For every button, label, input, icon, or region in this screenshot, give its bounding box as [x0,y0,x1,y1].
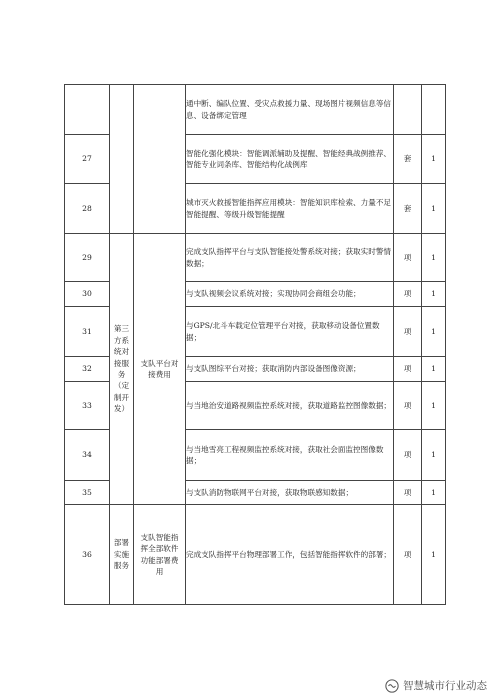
content-cell: 城市灭火救援智能指挥应用模块：智能知识库检索、力量不足智能提醒、等级升级智能提醒 [186,184,394,234]
row-number [65,85,110,135]
content-cell: 与支队视频会议系统对接；实现协同会商组会功能； [186,282,394,307]
unit-cell [394,85,422,135]
item-cell: 支队平台对 接费用 [134,234,186,505]
unit-cell: 项 [394,481,422,505]
unit-cell: 项 [394,430,422,481]
row-number: 28 [65,184,110,234]
content-cell: 完成支队指挥平台物理部署工作，包括智能指挥软件的部署； [186,505,394,605]
qty-cell: 1 [422,382,446,430]
table-row [65,85,446,135]
content-cell: 与GPS/北斗车载定位管理平台对接，获取移动设备位置数据； [186,307,394,357]
watermark-text: 智慧城市行业动态 [403,680,487,692]
row-number: 35 [65,481,110,505]
qty-cell: 1 [422,505,446,605]
row-number: 29 [65,234,110,282]
content-cell: 与当地治安道路视频监控系统对接，获取道路监控图像数据； [186,382,394,430]
qty-cell: 1 [422,307,446,357]
unit-cell: 项 [394,307,422,357]
content-cell: 与支队图综平台对接；获取消防内部设备图像资源； [186,357,394,382]
unit-cell: 项 [394,234,422,282]
qty-cell: 1 [422,234,446,282]
unit-cell: 套 [394,184,422,234]
category-cell: 部署 实施 服务 [110,505,134,605]
table-row [65,234,446,282]
item-cell [134,85,186,234]
content-cell: 完成支队指挥平台与支队智能接处警系统对接；获取实时警情数据； [186,234,394,282]
row-number: 27 [65,135,110,184]
content-cell: 智能化强化模块：智能调派辅助及提醒、智能经典战例推荐、智能专业词条库、智能结构化战例库 [186,135,394,184]
unit-cell: 项 [394,282,422,307]
row-number: 31 [65,307,110,357]
row-number: 34 [65,430,110,481]
procurement-spec-table [64,84,446,605]
category-cell [110,85,134,234]
unit-cell: 项 [394,382,422,430]
row-number: 30 [65,282,110,307]
qty-cell: 1 [422,481,446,505]
content-cell: 与当地雪亮工程视频监控系统对接，获取社会面监控图像数据； [186,430,394,481]
row-number: 32 [65,357,110,382]
unit-cell: 套 [394,135,422,184]
table-row [65,505,446,605]
content-cell: 通中断、编队位置、受灾点救援力量、现场图片视频信息等信息、设备绑定管理 [186,85,394,135]
row-number: 33 [65,382,110,430]
qty-cell: 1 [422,282,446,307]
qty-cell: 1 [422,135,446,184]
qty-cell: 1 [422,357,446,382]
qty-cell: 1 [422,184,446,234]
qty-cell [422,85,446,135]
qty-cell: 1 [422,430,446,481]
unit-cell: 项 [394,505,422,605]
category-cell: 第三 方系 统对 接服 务 （定 制开 发） [110,234,134,505]
unit-cell: 项 [394,357,422,382]
item-cell: 支队智能指 挥全部软件 功能部署费 用 [134,505,186,605]
watermark [385,678,487,693]
wechat-channel-icon [385,679,399,693]
content-cell: 与支队消防物联网平台对接，获取物联感知数据； [186,481,394,505]
row-number: 36 [65,505,110,605]
